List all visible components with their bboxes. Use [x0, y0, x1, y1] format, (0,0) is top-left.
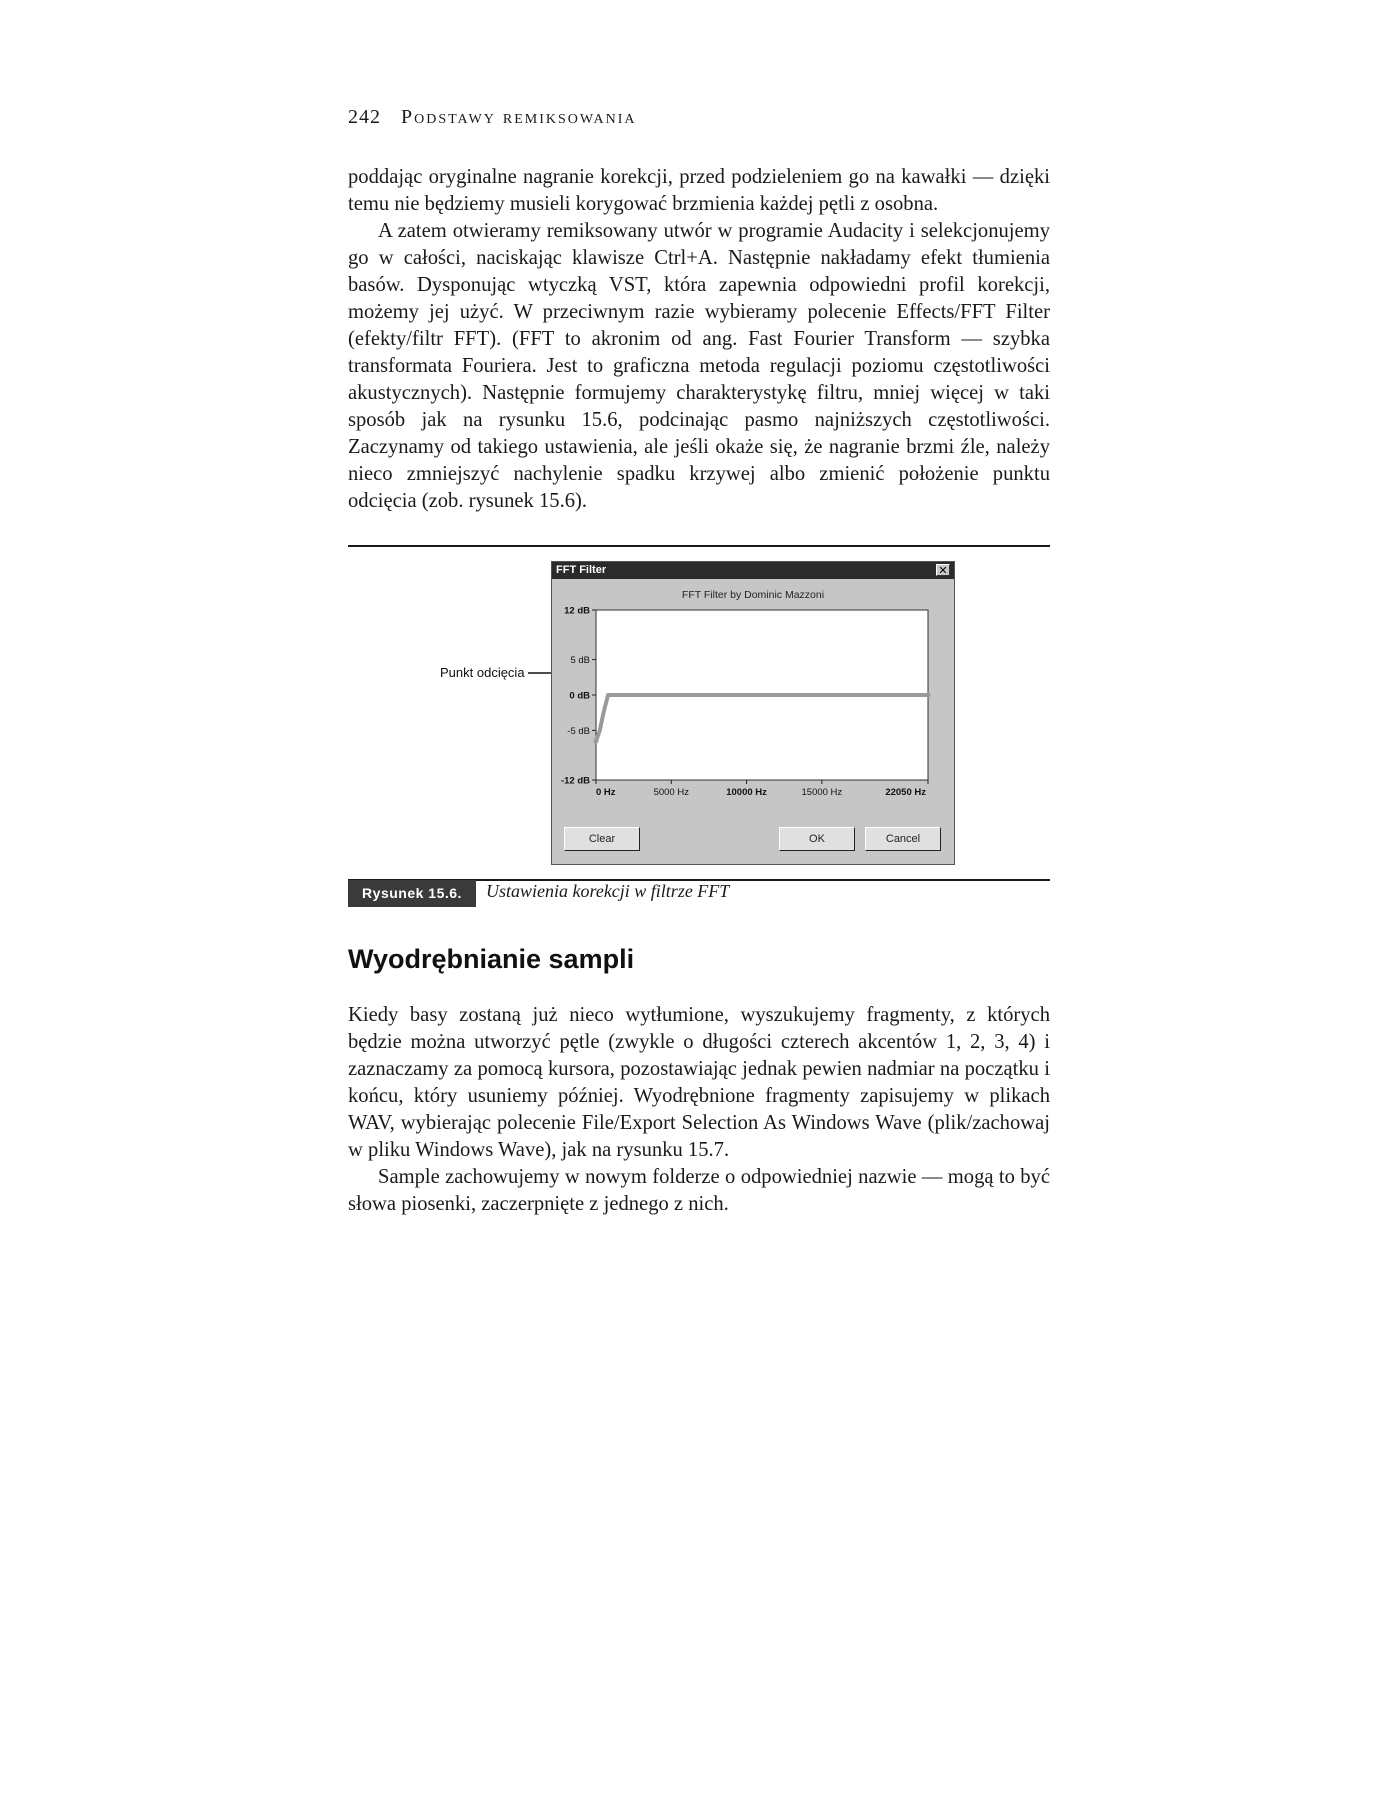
cutoff-callout-label: Punkt odcięcia — [440, 665, 525, 680]
close-icon[interactable]: ✕ — [936, 564, 950, 576]
ok-button[interactable]: OK — [779, 827, 855, 851]
paragraph: A zatem otwieramy remiksowany utwór w programie Audacity i selekcjonujemy go w całości, naciskając klawisze Ctrl+A. Następnie nakładamy efekt tłumienia basów. Dysponując wtyczką VST, która zapewnia odpowiedni profil korekcji, możemy jej użyć. W przeciwnym razie wybieramy polecenie Effects/FFT Filter (efekty/filtr FFT). (FFT to akronim od ang. Fast Fourier Transform — szybka transformata Fouriera. Jest to graficzna metoda regulacji poziomu częstotliwości akustycznych). Następnie formujemy charakterystykę filtru, mniej więcej w taki sposób jak na rysunku 15.6, podcinając pasmo najniższych częstotliwości. Zaczynamy od takiego ustawienia, ale jeśli okaże się, że nagranie brzmi źle, należy nieco zmniejszyć nachylenie spadku krzywej albo zmienić położenie punktu odcięcia (zob. rysunek 15.6). — [348, 220, 1050, 512]
x-tick-label: 22050 Hz — [885, 787, 926, 798]
chart-subtitle: FFT Filter by Dominic Mazzoni — [681, 589, 825, 601]
x-tick-label: 10000 Hz — [726, 787, 767, 798]
filter-curve-chart[interactable] — [552, 562, 956, 866]
x-tick-label: 5000 Hz — [653, 787, 689, 798]
paragraph: Kiedy basy zostaną już nieco wytłumione, wyszukujemy fragmenty, z których będzie można utworzyć pętle (zwykle o długości czterech akcentów 1, 2, 3, 4) i zaznaczamy za pomocą kursora, pozostawiając jednak pewien nadmiar na początku i końcu, który usuniemy później. Wyodrębnione fragmenty zapisujemy w plikach WAV, wybierając polecenie File/Export Selection As Windows Wave (plik/zachowaj w pliku Windows Wave), jak na rysunku 15.7. — [348, 1004, 1050, 1161]
figure-caption: Ustawienia korekcji w filtrze FFT — [486, 881, 730, 901]
page-number: 242 — [348, 106, 381, 128]
y-tick-label: 12 dB — [564, 605, 590, 617]
x-tick-label: 0 Hz — [596, 787, 616, 798]
paragraph: Sample zachowujemy w nowym folderze o odpowiedniej nazwie — mogą to być słowa piosenki, zaczerpnięte z jednego z nich. — [348, 1166, 1050, 1215]
cancel-button[interactable]: Cancel — [865, 827, 941, 851]
header-title: Podstawy remiksowania — [401, 106, 637, 128]
paragraph: poddając oryginalne nagranie korekcji, przed podzieleniem go na kawałki — dzięki temu nie będziemy musieli korygować brzmienia każdej pętli z osobna. — [348, 166, 1050, 215]
y-tick-label: 5 dB — [570, 655, 590, 667]
figure-label: Rysunek 15.6. — [348, 880, 476, 907]
x-tick-label: 15000 Hz — [801, 787, 843, 798]
dialog-title: FFT Filter — [556, 564, 607, 576]
y-tick-label: -12 dB — [560, 775, 590, 787]
y-tick-label: 0 dB — [569, 690, 590, 702]
y-tick-label: -5 dB — [567, 725, 590, 737]
curve-control-point — [594, 739, 599, 744]
fft-filter-dialog — [551, 561, 955, 865]
clear-button[interactable]: Clear — [564, 827, 640, 851]
curve-control-point — [926, 693, 931, 698]
body-text-bottom — [348, 1002, 1050, 1218]
section-title: Wyodrębnianie sampli — [348, 944, 635, 974]
